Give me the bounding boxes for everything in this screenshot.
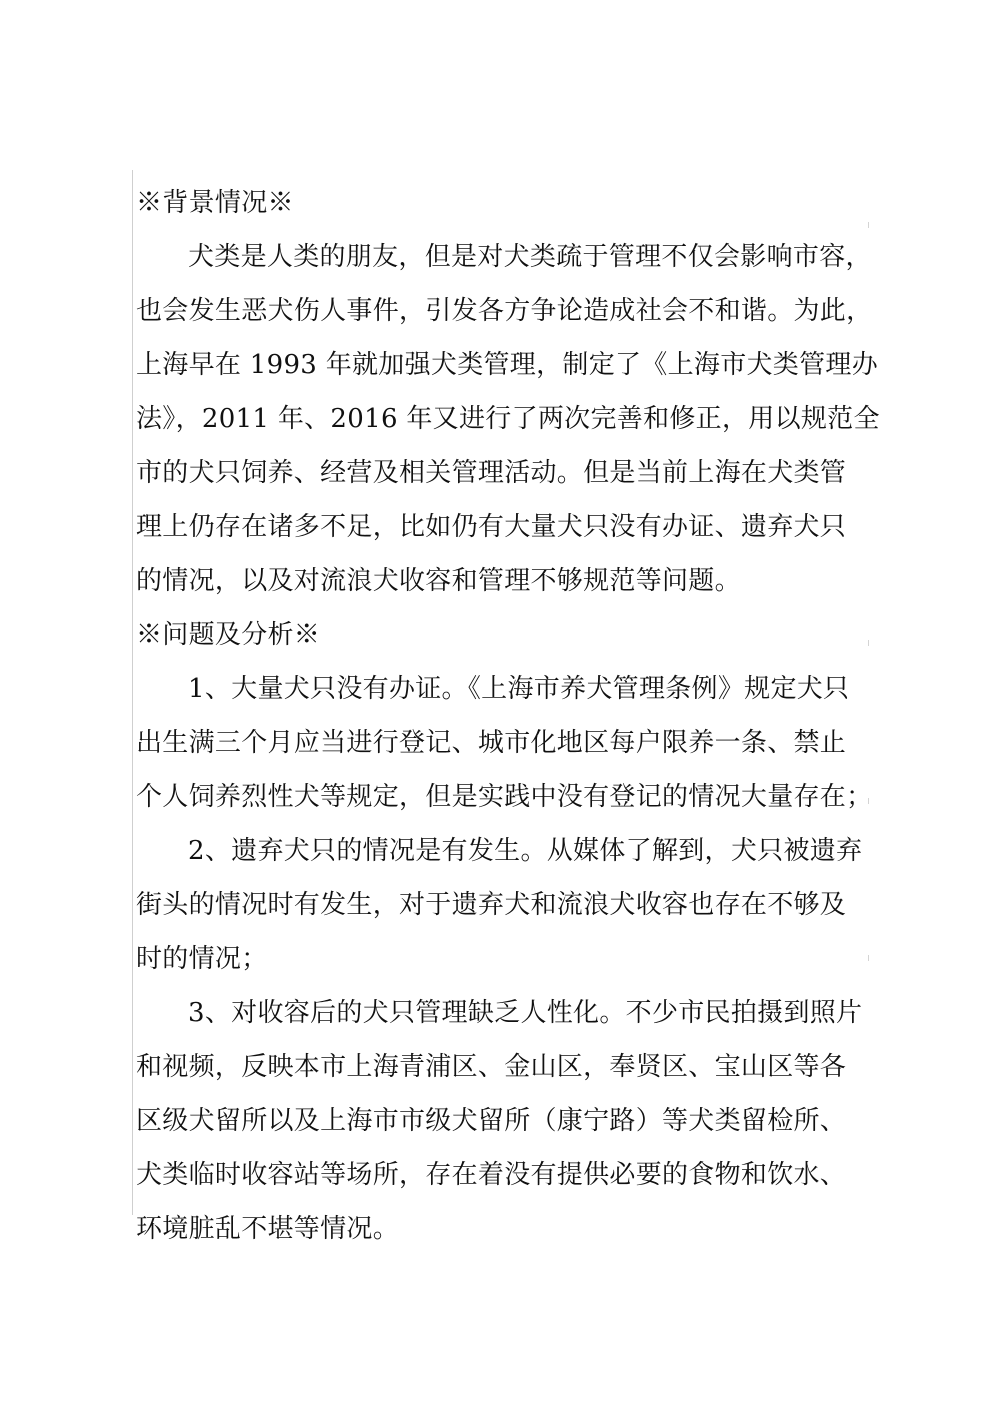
paragraph-line: 法》，2011 年、2016 年又进行了两次完善和修正，用以规范全 [136, 404, 880, 434]
paragraph-item-2 [136, 824, 876, 986]
paragraph-line: 2、遗弃犬只的情况是有发生。从媒体了解到，犬只被遗弃 [188, 836, 863, 866]
section-heading-background: ※背景情况※ [136, 188, 294, 218]
paragraph-line: 街头的情况时有发生，对于遗弃犬和流浪犬收容也存在不够及 [136, 890, 847, 920]
section-heading-problems: ※问题及分析※ [136, 620, 321, 650]
paragraph-line: 3、对收容后的犬只管理缺乏人性化。不少市民拍摄到照片 [188, 998, 863, 1028]
paragraph-line: 时的情况； [136, 944, 268, 974]
paragraph-line: 理上仍存在诸多不足，比如仍有大量犬只没有办证、遗弃犬只 [136, 512, 847, 542]
paragraph-line: 个人饲养烈性犬等规定，但是实践中没有登记的情况大量存在； [136, 782, 873, 812]
paragraph-line: 也会发生恶犬伤人事件，引发各方争论造成社会不和谐。为此， [136, 296, 873, 326]
paragraph-line: 市的犬只饲养、经营及相关管理活动。但是当前上海在犬类管 [136, 458, 847, 488]
document-body [136, 176, 880, 1256]
paragraph-line: 区级犬留所以及上海市市级犬留所（康宁路）等犬类留检所、 [136, 1106, 847, 1136]
paragraph-line: 上海早在 1993 年就加强犬类管理，制定了《上海市犬类管理办 [136, 350, 878, 380]
paragraph-line: 和视频，反映本市上海青浦区、金山区，奉贤区、宝山区等各 [136, 1052, 847, 1082]
paragraph-item-1 [136, 662, 876, 824]
paragraph-line: 环境脏乱不堪等情况。 [136, 1214, 400, 1244]
paragraph-line: 出生满三个月应当进行登记、城市化地区每户限养一条、禁止 [136, 728, 847, 758]
left-margin-rule [132, 170, 133, 1215]
paragraph-background [136, 230, 880, 608]
paragraph-line: 1、大量犬只没有办证。《上海市养犬管理条例》规定犬只 [188, 674, 850, 704]
paragraph-item-3 [136, 986, 876, 1256]
paragraph-line: 犬类是人类的朋友，但是对犬类疏于管理不仅会影响市容， [188, 242, 872, 272]
paragraph-line: 犬类临时收容站等场所，存在着没有提供必要的食物和饮水、 [136, 1160, 847, 1190]
paragraph-line: 的情况，以及对流浪犬收容和管理不够规范等问题。 [136, 566, 741, 596]
